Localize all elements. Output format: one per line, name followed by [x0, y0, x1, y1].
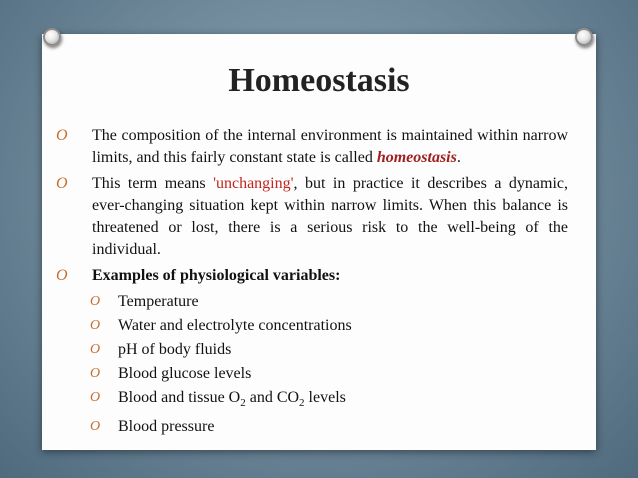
bullet-text: This term means	[92, 175, 214, 192]
slide-title: Homeostasis	[228, 62, 410, 99]
bullet-list	[48, 125, 568, 440]
sub-item-text: Blood glucose levels	[118, 365, 252, 382]
bullet-text: The composition of the internal environment is maintained within narrow limits, and this fairly constant state is called	[92, 127, 568, 166]
bullet-text: , but in practice it describes a dynamic, ever-changing situation kept within narrow limits. When this balance is threatened or lost, there is a serious risk to the well-being of the individual.	[92, 175, 569, 258]
sub-item-text: Temperature	[118, 293, 199, 310]
highlight-term: homeostasis	[376, 149, 457, 166]
bullet-o-icon: O	[90, 390, 101, 405]
bullet-item	[48, 173, 568, 261]
bullet-text: .	[456, 149, 461, 166]
sub-item-text: Blood pressure	[118, 418, 215, 436]
sub-item-text: levels	[304, 389, 346, 406]
bullet-o-icon: O	[56, 127, 68, 144]
sub-item-text: Water and electrolyte concentrations	[118, 317, 352, 334]
bullet-o-icon: O	[90, 419, 101, 435]
subscript: 2	[240, 397, 246, 410]
sub-item-text: pH of body fluids	[118, 341, 232, 358]
bullet-o-icon: O	[90, 318, 101, 333]
bullet-item	[48, 125, 568, 169]
bullet-o-icon: O	[56, 175, 68, 192]
highlight-quote: 'unchanging'	[213, 175, 294, 192]
sub-item	[48, 315, 568, 337]
sub-item	[48, 387, 568, 414]
bullet-o-icon: O	[90, 294, 101, 309]
pushpin-icon	[575, 28, 593, 46]
sub-item	[48, 291, 568, 313]
bullet-o-icon: O	[90, 366, 101, 381]
sub-item	[48, 363, 568, 385]
subscript: 2	[299, 397, 305, 410]
sub-item-text: and CO	[245, 389, 300, 406]
sub-item	[48, 339, 568, 361]
sub-item	[48, 416, 568, 438]
bullet-item	[48, 265, 568, 287]
bullet-text: Examples of physiological variables:	[92, 267, 341, 284]
pushpin-icon	[43, 28, 61, 46]
bullet-o-icon: O	[56, 267, 68, 284]
bullet-o-icon: O	[90, 342, 101, 357]
sub-item-text: Blood and tissue O	[118, 389, 241, 406]
